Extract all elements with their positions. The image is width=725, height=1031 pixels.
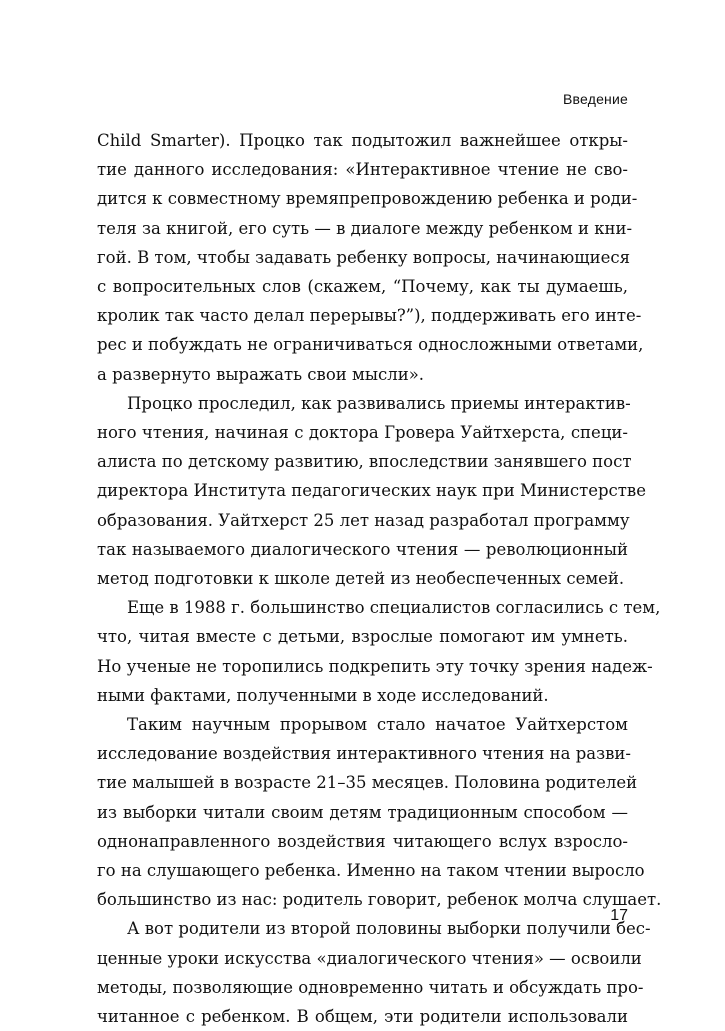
text-line: рес и побуждать не ограничиваться односложными ответами, <box>97 335 644 355</box>
text-line: метод подготовки к школе детей из необеспеченных семей. <box>97 569 625 589</box>
body-text <box>97 126 662 1031</box>
text-line: го на слушающего ребенка. Именно на таком чтении выросло <box>97 861 645 881</box>
text-line: кролик так часто делал перерывы?”), поддерживать его инте- <box>97 306 642 326</box>
text-line: Таким научным прорывом стало начатое Уайтхерстом <box>127 715 628 735</box>
text-line: гой. В том, чтобы задавать ребенку вопросы, начинающиеся <box>97 247 630 267</box>
text-line: ного чтения, начиная с доктора Гровера Уайтхерста, специ- <box>97 423 628 443</box>
text-line: тие малышей в возрасте 21–35 месяцев. Половина родителей <box>97 773 638 793</box>
text-line: Но ученые не торопились подкрепить эту точку зрения надеж- <box>97 656 653 676</box>
text-line: большинство из нас: родитель говорит, ребенок молча слушает. <box>97 890 662 910</box>
text-line: Еще в 1988 г. большинство специалистов согласились с тем, <box>127 598 661 618</box>
text-line: Child Smarter). Процко так подытожил важнейшее откры- <box>97 131 628 150</box>
text-line: дится к совместному времяпрепровождению ребенка и роди- <box>97 189 638 209</box>
text-line: Процко проследил, как развивались приемы интерактив- <box>127 393 631 413</box>
paragraph-4 <box>97 710 662 914</box>
text-line: что, читая вместе с детьми, взрослые помогают им умнеть. <box>97 627 628 647</box>
text-line: с вопросительных слов (скажем, “Почему, как ты думаешь, <box>97 277 628 297</box>
text-line: так называемого диалогического чтения — революционный <box>97 539 628 559</box>
paragraph-3 <box>97 593 661 710</box>
text-line: алиста по детскому развитию, впоследствии занявшего пост <box>97 452 632 472</box>
text-line: образования. Уайтхерст 25 лет назад разработал программу <box>97 510 630 530</box>
paragraph-2 <box>97 389 646 593</box>
page-number: 17 <box>610 907 628 924</box>
text-line: исследование воздействия интерактивного чтения на разви- <box>97 744 631 764</box>
running-head: Введение <box>563 91 628 107</box>
text-line: а развернуто выражать свои мысли». <box>97 364 425 384</box>
text-line: читанное с ребенком. В общем, эти родители использовали <box>97 1007 628 1027</box>
paragraph-5 <box>97 914 651 1031</box>
text-line: теля за книгой, его суть — в диалоге между ребенком и кни- <box>97 218 633 238</box>
text-line: директора Института педагогических наук при Министерстве <box>97 481 646 501</box>
text-line: тие данного исследования: «Интерактивное чтение не сво- <box>97 160 628 180</box>
text-line: ценные уроки искусства «диалогического чтения» — освоили <box>97 948 642 968</box>
text-line: из выборки читали своим детям традиционным способом — <box>97 802 628 822</box>
text-line: однонаправленного воздействия читающего вслух взросло- <box>97 831 628 851</box>
paragraph-1 <box>97 126 644 389</box>
text-line: А вот родители из второй половины выборки получили бес- <box>127 919 651 939</box>
text-line: методы, позволяющие одновременно читать и обсуждать про- <box>97 977 644 997</box>
text-line: ными фактами, полученными в ходе исследований. <box>97 685 549 705</box>
